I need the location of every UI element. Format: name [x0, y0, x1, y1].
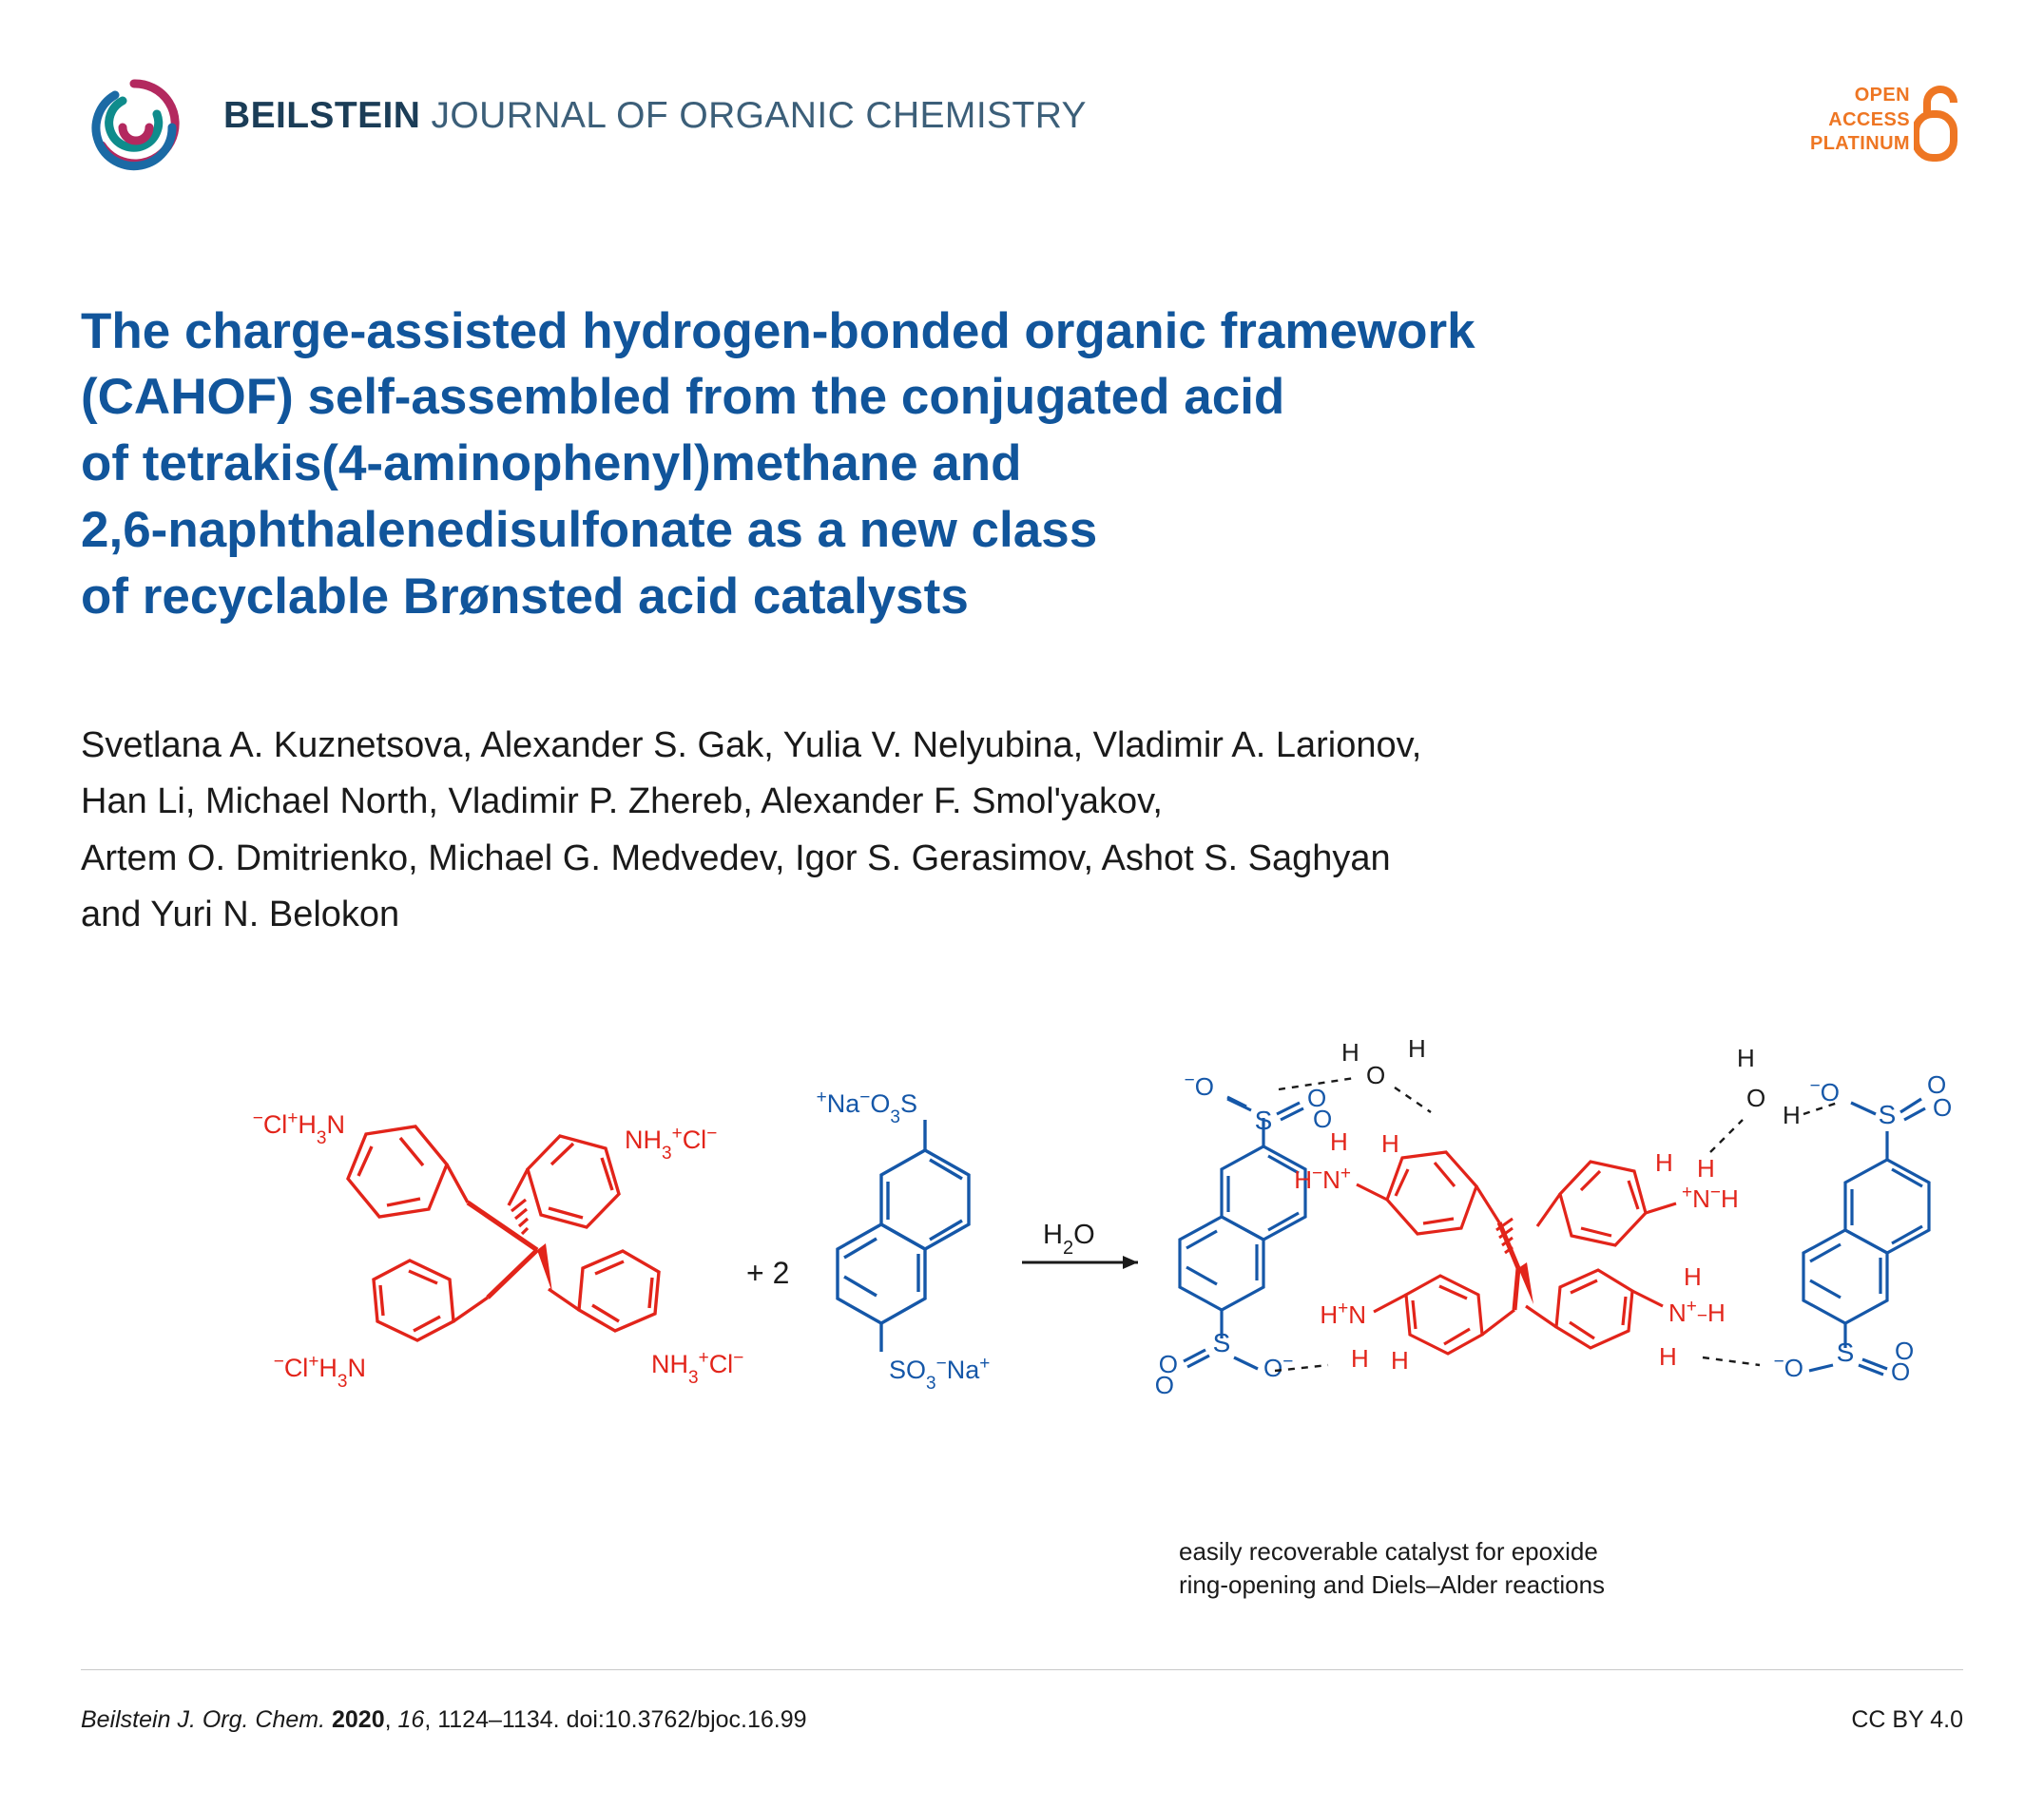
arrow-label-water: $H_2O$ — [1043, 1220, 1095, 1259]
page-header — [81, 68, 1963, 183]
journal-name — [223, 95, 1087, 137]
article-title — [81, 298, 1887, 631]
author-line-3: Artem O. Dmitrienko, Michael G. Medvedev, Igor S. Gerasimov, Ashot S. Saghyan — [81, 837, 1391, 878]
structure-cahof-naphthalene-left — [1155, 1070, 1332, 1400]
label-water-h-1: H — [1341, 1038, 1359, 1067]
article-title-line-5: of recyclable Brønsted acid catalysts — [81, 568, 969, 625]
naphthalene-sulfonate-labels — [817, 1087, 991, 1394]
article-title-line-1: The charge-assisted hydrogen-bonded organic framework — [81, 302, 1475, 359]
citation-doi[interactable]: doi:10.3762/bjoc.16.99 — [566, 1706, 807, 1733]
label-amine-top-left: $^-Cl^+H_3N$ — [252, 1107, 345, 1148]
structure-tetraaminophenylmethane — [348, 1126, 659, 1340]
label-oxygen-4: O — [1154, 1371, 1174, 1399]
label-sulfur-top-right: S — [1878, 1100, 1897, 1129]
caption-line-2: ring-opening and Diels–Alder reactions — [1179, 1569, 1606, 1599]
journal-name-light: JOURNAL OF ORGANIC CHEMISTRY — [420, 95, 1087, 136]
label-amine-top-right: $NH_3^+Cl^-$ — [625, 1123, 718, 1164]
label-sulfonate-bottom: $SO_3^-Na^+$ — [889, 1353, 991, 1394]
citation-journal: Beilstein J. Org. Chem. — [81, 1706, 326, 1733]
journal-name-bold: BEILSTEIN — [223, 95, 421, 136]
label-ammonium-h-6: H — [1391, 1346, 1409, 1375]
label-oxygen-6: O — [1933, 1093, 1953, 1122]
label-water-h-2: H — [1408, 1034, 1426, 1063]
caption-line-1: easily recoverable catalyst for epoxide — [1179, 1537, 1598, 1566]
label-oxygen-5: O — [1927, 1070, 1947, 1099]
label-oxygen-3: O — [1158, 1350, 1178, 1378]
water-hydrogen-bonds-top-left — [1341, 1034, 1426, 1089]
structure-cahof-core — [1357, 1152, 1676, 1354]
citation: Beilstein J. Org. Chem. 2020, 16, 1124–1134. doi:10.3762/bjoc.16.99 — [81, 1706, 807, 1733]
structure-cahof-naphthalene-right — [1774, 1070, 1953, 1386]
open-access-line-3: PLATINUM — [1809, 133, 1910, 155]
article-title-line-3: of tetrakis(4-aminophenyl)methane and — [81, 435, 1022, 492]
label-water-h-3: H — [1737, 1044, 1755, 1072]
label-ammonium-h-8: H — [1684, 1262, 1702, 1291]
ammonium-labels — [1294, 1127, 1739, 1375]
label-ammonium-h-5: H — [1351, 1344, 1369, 1373]
citation-year: 2020 — [331, 1706, 385, 1733]
open-access-line-1: OPEN — [1854, 85, 1910, 106]
label-ammonium-4: N+−H — [1668, 1296, 1726, 1327]
label-ammonium-h-3: H — [1655, 1148, 1673, 1177]
label-water-o-2: O — [1746, 1084, 1766, 1112]
label-oxygen-2: O — [1313, 1105, 1333, 1133]
article-title-line-4: 2,6-naphthalenedisulfonate as a new class — [81, 502, 1098, 559]
author-line-2: Han Li, Michael North, Vladimir P. Zhereb, Alexander F. Smol'yakov, — [81, 781, 1163, 822]
reaction-arrow — [1022, 1220, 1138, 1269]
label-sulfur-bottom-left: S — [1212, 1328, 1231, 1357]
author-list — [81, 718, 1925, 943]
label-amine-bottom-left: $^-Cl^+H_3N$ — [273, 1351, 366, 1392]
label-oxygen-anion-3: −O — [1809, 1075, 1840, 1107]
label-oxygen-1: O — [1307, 1084, 1327, 1112]
label-ammonium-1: H−N+ — [1294, 1163, 1351, 1194]
license-label: CC BY 4.0 — [1851, 1706, 1963, 1733]
label-sulfur-top-left: S — [1254, 1106, 1273, 1135]
label-oxygen-7: O — [1891, 1357, 1911, 1386]
hbond-dashes-top-right — [1710, 1103, 1838, 1152]
open-lock-icon — [1914, 82, 1963, 162]
label-oxygen-anion-1: −O — [1184, 1069, 1214, 1101]
label-oxygen-anion-4: −O — [1773, 1351, 1803, 1382]
beilstein-spiral-logo-icon — [81, 70, 187, 177]
label-oxygen-anion-2: O− — [1263, 1351, 1294, 1382]
label-oxygen-8: O — [1895, 1337, 1915, 1365]
plus-two-label: + 2 — [746, 1256, 790, 1290]
graphical-abstract-caption — [1179, 1535, 1844, 1601]
label-ammonium-h-7: H — [1659, 1342, 1677, 1371]
citation-volume: 16 — [397, 1706, 425, 1733]
hbond-dashes-top-left — [1279, 1078, 1431, 1112]
label-ammonium-h-4: H — [1697, 1154, 1715, 1183]
label-sulfonate-top: $^+Na^-O_3S$ — [816, 1087, 917, 1127]
amine-labels — [253, 1108, 744, 1392]
label-sulfur-bottom-right: S — [1836, 1338, 1855, 1367]
label-amine-bottom-right: $NH_3^+Cl^-$ — [651, 1347, 744, 1388]
author-line-4: and Yuri N. Belokon — [81, 894, 400, 934]
article-title-line-2: (CAHOF) self-assembled from the conjugated acid — [81, 369, 1285, 426]
structure-naphthalenedisulfonate — [838, 1120, 969, 1352]
open-access-line-2: ACCESS — [1828, 108, 1910, 130]
label-ammonium-3: H+N — [1320, 1298, 1366, 1329]
citation-pages: 1124–1134. — [437, 1706, 560, 1733]
label-ammonium-h-2: H — [1381, 1129, 1399, 1158]
hbond-dashes-bottom — [1275, 1357, 1760, 1371]
label-water-o-1: O — [1366, 1061, 1386, 1089]
label-water-h-4: H — [1783, 1101, 1801, 1129]
water-hydrogen-bonds-top-right — [1737, 1044, 1801, 1129]
author-line-1: Svetlana A. Kuznetsova, Alexander S. Gak, Yulia V. Nelyubina, Vladimir A. Larionov, — [81, 725, 1422, 765]
label-ammonium-2: +N−H — [1682, 1182, 1739, 1213]
open-access-badge — [1783, 76, 1963, 179]
footer-divider — [81, 1669, 1963, 1670]
label-ammonium-h-1: H — [1330, 1127, 1348, 1156]
